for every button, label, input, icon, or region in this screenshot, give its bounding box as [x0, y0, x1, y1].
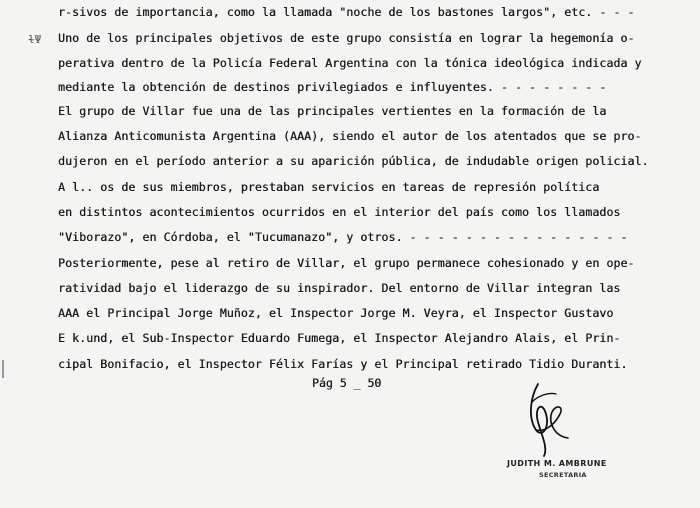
- text-line-6: Alianza Anticomunista Argentina (AAA), siendo el autor de los atentados que se pro-: [58, 129, 642, 143]
- text-line-12: ratividad bajo el liderazgo de su inspirador. Del entorno de Villar integran las: [58, 281, 621, 295]
- edge-mark: [2, 360, 4, 378]
- handwritten-signature: [508, 378, 598, 458]
- text-line-5: El grupo de Villar fue una de las principales vertientes en la formación de la: [58, 104, 607, 118]
- signer-title: SECRETARIA: [539, 471, 587, 479]
- page-number: Pág 5 _ 50: [312, 376, 382, 390]
- text-line-14: E k.und, el Sub-Inspector Eduardo Fumega, el Inspector Alejandro Alais, el Prin-: [58, 331, 621, 345]
- text-line-10: "Viborazo", en Córdoba, el "Tucumanazo", y otros. - - - - - - - - - - - - - - - -: [58, 230, 628, 244]
- text-line-1: r-sivos de importancia, como la llamada "noche de los bastones largos", etc. - - -: [58, 5, 635, 19]
- text-line-8: A l.. os de sus miembros, prestaban servicios en tareas de represión política: [58, 180, 600, 194]
- text-line-2: Uno de los principales objetivos de este grupo consistía en lograr la hegemonía o-: [58, 31, 635, 45]
- text-line-15: cipal Bonifacio, el Inspector Félix Farías y el Principal retirado Tidio Duranti.: [58, 357, 628, 371]
- margin-mark: ɫΨ: [28, 33, 42, 46]
- text-line-9: en distintos acontecimientos ocurridos en el interior del país como los llamados: [58, 205, 621, 219]
- text-line-3: perativa dentro de la Policía Federal Argentina con la tónica ideológica indicada y: [58, 56, 642, 70]
- text-line-11: Posteriormente, pese al retiro de Villar, el grupo permanece cohesionado y en ope-: [58, 256, 635, 270]
- signer-name: JUDITH M. AMBRUNE: [507, 459, 607, 468]
- text-line-13: AAA el Principal Jorge Muñoz, el Inspector Jorge M. Veyra, el Inspector Gustavo: [58, 306, 614, 320]
- text-line-4: mediante la obtención de destinos privilegiados e influyentes. - - - - - - - -: [58, 80, 607, 94]
- text-line-7: dujeron en el período anterior a su aparición pública, de indudable origen policial.: [58, 154, 649, 168]
